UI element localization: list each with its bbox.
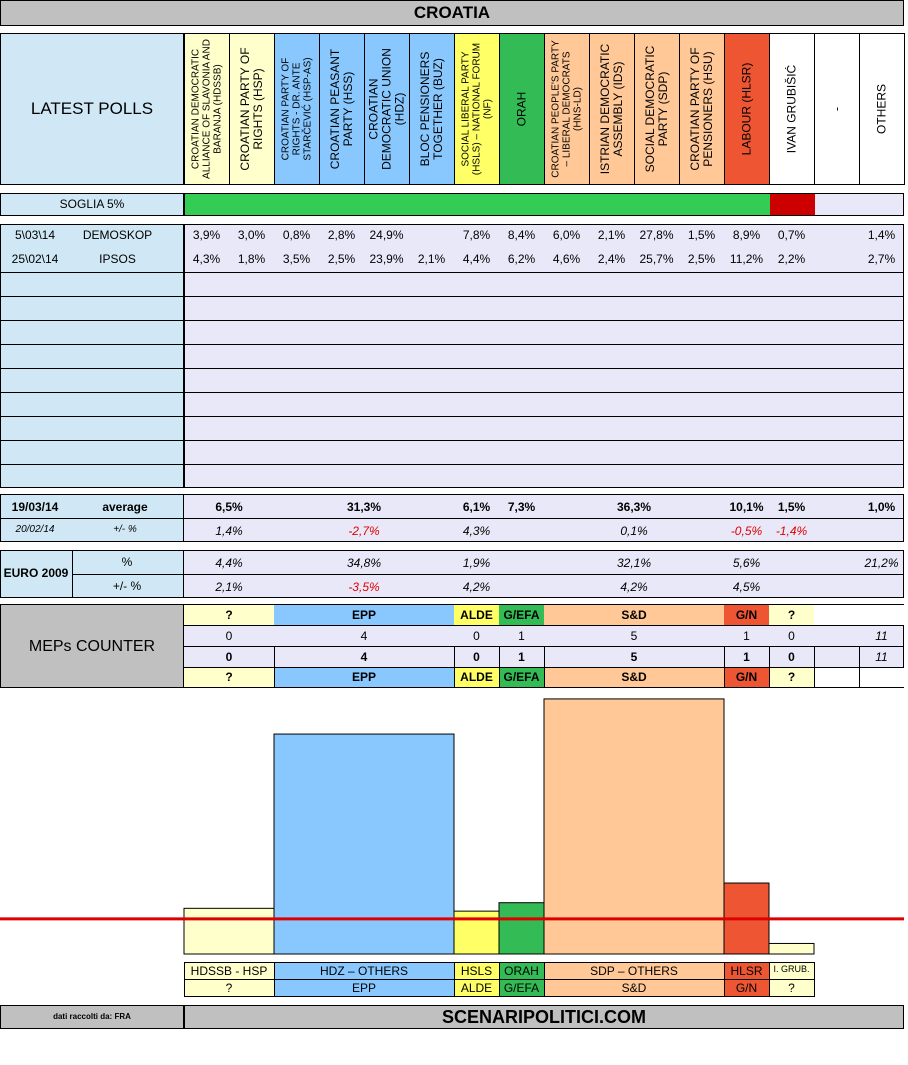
party-header-cell: [454, 33, 500, 185]
site-name: SCENARIPOLITICI.COM: [184, 1005, 904, 1029]
poll-value: 4,6%: [552, 252, 581, 266]
meps-seats-bold: 1: [743, 650, 750, 664]
meps-seats: 0: [473, 629, 480, 643]
meps-family-bottom-bg: [814, 668, 859, 687]
poll-value: 1,4%: [867, 228, 896, 242]
seat-bar-chart: [0, 690, 908, 1000]
poll-value: 1,5%: [687, 228, 716, 242]
chart-category-label: ORAH: [504, 964, 539, 978]
meps-family-bottom: ALDE: [460, 670, 493, 684]
chart-bar: [769, 943, 814, 954]
soglia-label: SOGLIA 5%: [0, 193, 184, 216]
party-header-cell: [499, 33, 545, 185]
party-header-name: SOCIAL LIBERAL PARTY (HSLS) – NATIONAL FORUM (NF): [460, 42, 494, 176]
meps-family-bottom: S&D: [621, 670, 647, 684]
party-header-name: OTHERS: [874, 84, 889, 135]
meps-seats: 4: [360, 629, 368, 643]
poll-value: 11,2%: [729, 252, 764, 266]
meps-family-bottom: EPP: [351, 670, 376, 684]
column-divider: [769, 646, 770, 688]
chart-bar: [544, 699, 724, 954]
chart-category-label: I. GRUB.: [773, 964, 810, 974]
poll-value: 8,4%: [507, 228, 536, 242]
party-header-name: ORAH: [514, 91, 529, 127]
poll-value: 2,2%: [777, 252, 806, 266]
euro-delta: 4,2%: [462, 580, 491, 594]
poll-value: 2,7%: [867, 252, 896, 266]
page-title: CROATIA: [0, 0, 904, 26]
poll-value: 25,7%: [639, 252, 674, 266]
party-header-name: IVAN GRUBIŠIĆ: [784, 64, 799, 154]
meps-seats-bold: 1: [518, 650, 525, 664]
poll-institute: IPSOS: [99, 252, 136, 266]
meps-family-bottom: G/N: [735, 670, 758, 684]
average-delta: -1,4%: [775, 524, 808, 538]
average-delta: 1,4%: [215, 524, 243, 538]
average-value: 36,3%: [616, 500, 652, 514]
euro-delta: 2,1%: [215, 580, 243, 594]
meps-seats: 0: [225, 629, 233, 643]
chart-family-label: S&D: [621, 981, 647, 995]
row-divider: [0, 320, 904, 321]
poll-value: 2,5%: [327, 252, 356, 266]
meps-seats-bold: 5: [630, 650, 638, 664]
poll-value: 8,9%: [732, 228, 761, 242]
chart-family-label: EPP: [351, 981, 376, 995]
poll-value: 0,8%: [282, 228, 311, 242]
row-divider: [0, 296, 904, 297]
party-header-cell: [274, 33, 320, 185]
chart-category-label: HLSR: [730, 964, 763, 978]
meps-seats-bold: 4: [360, 650, 368, 664]
euro-value: 34,8%: [346, 556, 382, 570]
party-header-cell: [544, 33, 590, 185]
average-delta: -0,5%: [730, 524, 763, 538]
meps-family-bottom: ?: [787, 670, 796, 684]
row-divider: [0, 344, 904, 345]
euro-delta: 4,2%: [620, 580, 648, 594]
poll-value: 3,9%: [192, 228, 221, 242]
poll-value: 0,7%: [777, 228, 806, 242]
meps-seats-bold: 11: [875, 650, 888, 664]
poll-value: 2,1%: [597, 228, 626, 242]
party-header-cell: [634, 33, 680, 185]
meps-seats: 11: [875, 629, 888, 643]
poll-value: 24,9%: [369, 228, 404, 242]
average-value: 10,1%: [729, 500, 764, 514]
euro-value: 4,4%: [215, 556, 243, 570]
party-header-cell: [724, 33, 770, 185]
party-header-cell: [184, 33, 230, 185]
meps-seats: 1: [743, 629, 750, 643]
party-header-cell: [859, 33, 905, 185]
column-divider: [274, 646, 275, 688]
chart-category-label: SDP – OTHERS: [590, 964, 678, 978]
average-delta: 4,3%: [462, 524, 491, 538]
row-divider: [0, 518, 904, 519]
average-delta-label: +/- %: [113, 524, 137, 535]
euro-pct-label: %: [121, 555, 133, 569]
party-header-cell: [814, 33, 860, 185]
row-divider: [0, 368, 904, 369]
column-divider: [724, 646, 725, 688]
meps-family-top-bg: [814, 605, 859, 625]
party-header-name: SOCIAL DEMOCRATIC PARTY (SDP): [643, 45, 670, 173]
average-date: 19/03/14: [11, 500, 59, 514]
meps-family-top-bg: [859, 605, 904, 625]
party-header-cell: [409, 33, 455, 185]
average-value: 6,5%: [215, 500, 243, 514]
meps-family-top: S&D: [621, 608, 647, 622]
euro-delta: 4,5%: [732, 580, 761, 594]
average-prev-date: 20/02/14: [15, 524, 55, 535]
party-header-cell: [229, 33, 275, 185]
column-divider: [859, 646, 860, 688]
row-divider: [184, 625, 904, 626]
row-divider: [72, 574, 904, 575]
euro-value: 21,2%: [864, 556, 899, 570]
party-header-cell: [679, 33, 725, 185]
row-divider: [0, 416, 904, 417]
poll-value: 7,8%: [462, 228, 491, 242]
poll-institute: DEMOSKOP: [82, 228, 153, 242]
poll-value: 4,3%: [192, 252, 221, 266]
party-header-name: CROATIAN PEASANT PARTY (HSS): [328, 48, 355, 170]
meps-seats-bold: 0: [788, 650, 795, 664]
poll-value: 3,0%: [237, 228, 266, 242]
average-delta: 0,1%: [620, 524, 648, 538]
party-header-name: CROATIAN PARTY OF PENSIONERS (HSU): [688, 47, 715, 171]
party-header-name: CROATIAN DEMOCRATIC UNION (HDZ): [366, 48, 407, 170]
meps-seats: 0: [788, 629, 795, 643]
average-value: 1,0%: [867, 500, 896, 514]
meps-family-top: ?: [787, 608, 796, 622]
party-header-name: CROATIAN PARTY OF RIGHTS (HSP): [238, 47, 265, 171]
poll-value: 2,5%: [687, 252, 716, 266]
euro-delta-label: +/- %: [112, 579, 142, 593]
poll-value: 4,4%: [462, 252, 491, 266]
poll-value: 1,8%: [237, 252, 266, 266]
party-header-name: LABOUR (HLSR): [739, 62, 754, 156]
euro-value: 1,9%: [462, 556, 491, 570]
average-value: 31,3%: [346, 500, 382, 514]
average-value: 6,1%: [462, 500, 491, 514]
chart-family-label: ?: [225, 981, 233, 995]
party-header-name: CROATIAN DEMOCRATIC ALLIANCE OF SLAVONIA AND BARANJA (HDSSB): [190, 39, 224, 179]
row-divider: [0, 392, 904, 393]
chart-family-label: ALDE: [460, 981, 493, 995]
average-delta: -2,7%: [348, 524, 380, 538]
poll-date: 25\02\14: [11, 252, 59, 266]
party-header-cell: [364, 33, 410, 185]
poll-value: 6,2%: [507, 252, 536, 266]
meps-family-bottom: G/EFA: [503, 670, 540, 684]
chart-family-label: ?: [788, 981, 795, 995]
meps-seats: 5: [630, 629, 638, 643]
chart-family-label: G/N: [735, 981, 758, 995]
meps-seats-bold: 0: [225, 650, 233, 664]
soglia-threshold-bar: [184, 193, 904, 216]
party-header-cell: [769, 33, 815, 185]
average-value: 7,3%: [507, 500, 536, 514]
row-divider: [0, 440, 904, 441]
euro-value: 5,6%: [732, 556, 761, 570]
poll-value: 23,9%: [369, 252, 404, 266]
column-divider: [814, 646, 815, 688]
meps-seats-bold: 0: [473, 650, 480, 664]
meps-family-top: ALDE: [460, 608, 493, 622]
meps-family-top: G/N: [735, 608, 758, 622]
chart-category-label: HDSSB - HSP: [190, 964, 268, 978]
chart-bar: [274, 734, 454, 954]
poll-date: 5\03\14: [14, 228, 56, 242]
row-divider: [0, 272, 904, 273]
poll-value: 2,1%: [417, 252, 446, 266]
poll-value: 2,4%: [597, 252, 626, 266]
party-header-cell: [589, 33, 635, 185]
party-header-cell: [319, 33, 365, 185]
party-header-name: CROATIAN PEOPLE'S PARTY – LIBERAL DEMOCRATS (HNS-LD): [550, 40, 584, 178]
party-header-name: BLOC PENSIONERS TOGETHER (BUZ): [418, 51, 445, 167]
poll-value: 27,8%: [639, 228, 674, 242]
euro-label: EURO 2009: [3, 566, 69, 580]
poll-value: 6,0%: [552, 228, 581, 242]
euro-value: 32,1%: [616, 556, 652, 570]
party-header-name: -: [829, 107, 844, 111]
poll-value: 3,5%: [282, 252, 311, 266]
column-divider: [544, 646, 545, 688]
chart-family-label: G/EFA: [503, 981, 540, 995]
chart-bar: [499, 903, 544, 954]
poll-value: 2,8%: [327, 228, 356, 242]
chart-category-label: HSLS: [460, 964, 493, 978]
credit-label: dati raccolti da: FRA: [0, 1005, 184, 1029]
soglia-above-fill: [185, 194, 770, 215]
row-divider: [0, 464, 904, 465]
meps-family-top: G/EFA: [503, 608, 540, 622]
meps-family-bottom-bg: [859, 668, 904, 687]
average-label: average: [102, 500, 148, 514]
meps-seats: 1: [518, 629, 525, 643]
meps-family-top: EPP: [351, 608, 376, 622]
column-divider: [454, 646, 455, 688]
soglia-below-fill: [770, 194, 815, 215]
chart-category-label: HDZ – OTHERS: [319, 964, 408, 978]
party-header-name: CROATIAN PARTY OF RIGHTS - DR. ANTE STARČEVIĆ (HSP-AS): [280, 57, 314, 161]
euro-delta: -3,5%: [348, 580, 380, 594]
chart-bar: [184, 908, 274, 954]
column-divider: [499, 646, 500, 688]
party-header-name: ISTRIAN DEMOCRATIC ASSEMBLY (IDS): [598, 43, 625, 175]
meps-family-top: ?: [225, 608, 233, 622]
latest-polls-label: LATEST POLLS: [0, 33, 184, 185]
meps-family-bottom: ?: [225, 670, 233, 684]
meps-label: MEPs COUNTER: [28, 638, 156, 655]
average-value: 1,5%: [777, 500, 806, 514]
